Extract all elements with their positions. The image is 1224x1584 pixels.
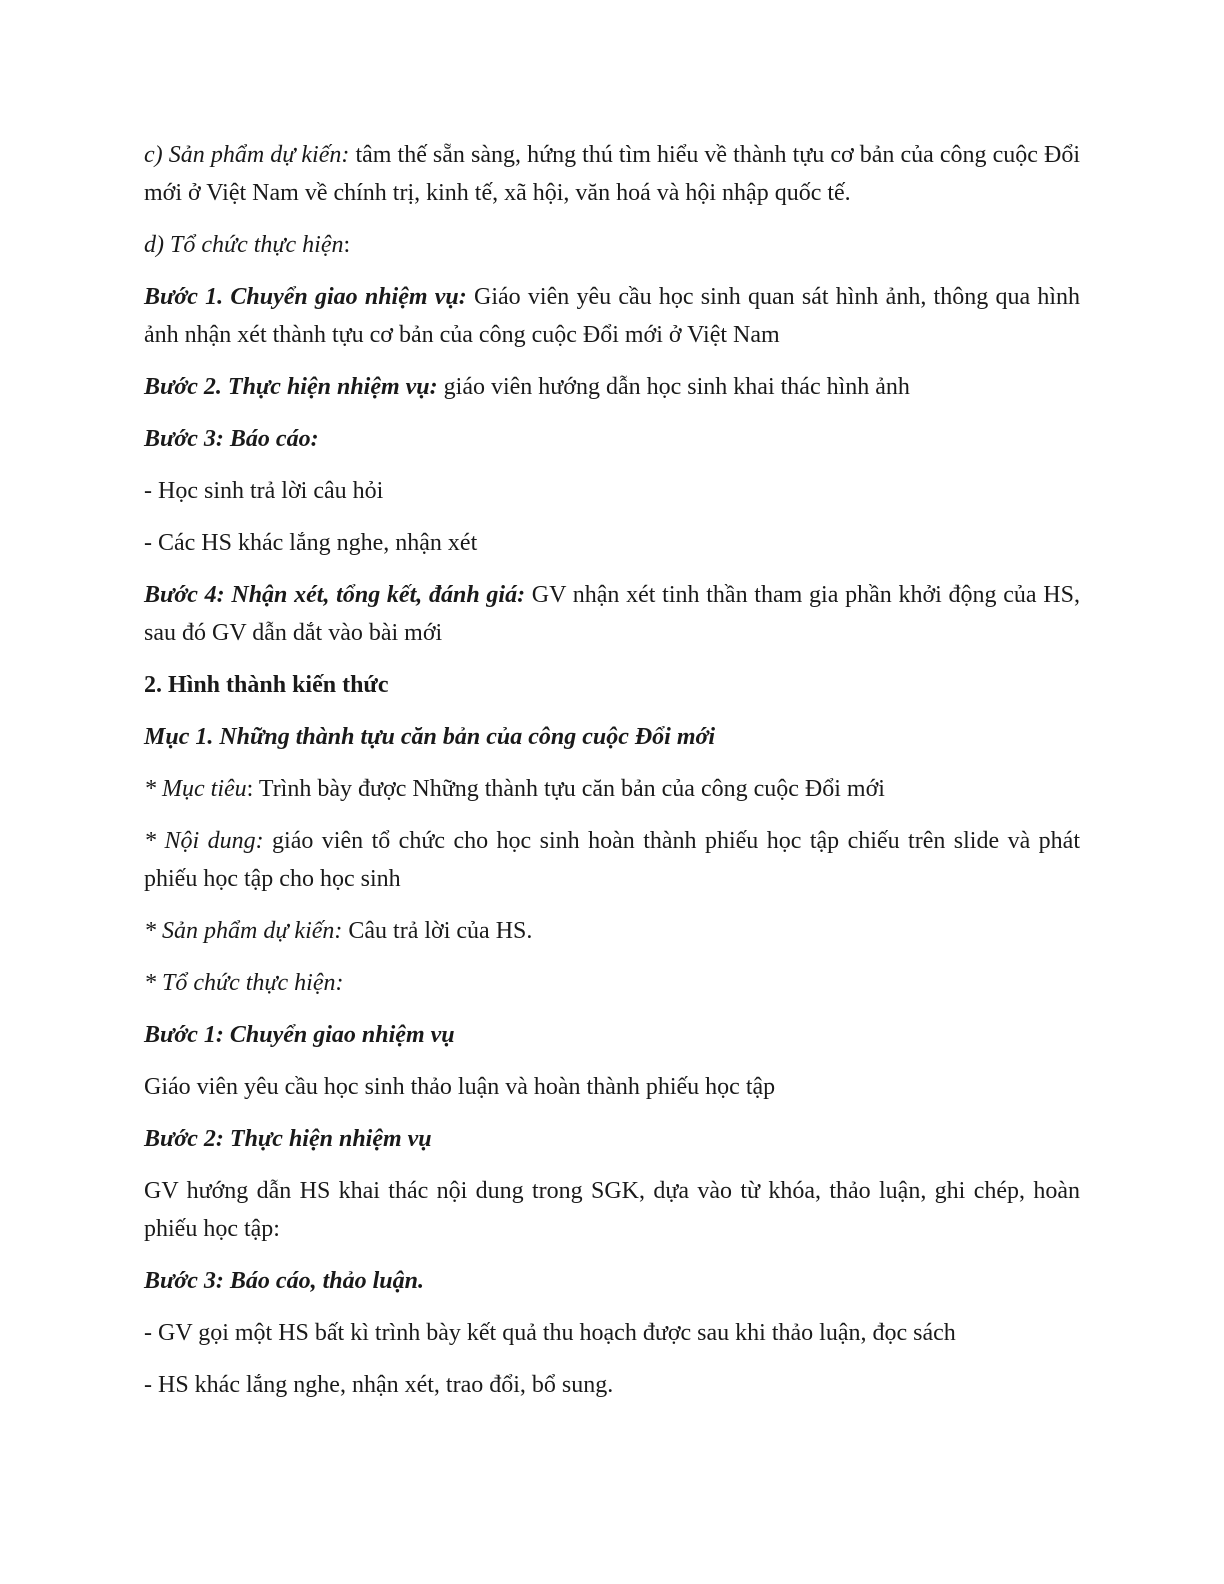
paragraph-lead: d) Tổ chức thực hiện xyxy=(144,232,344,258)
paragraph-lead: * Mục tiêu xyxy=(144,776,247,802)
paragraph-lead: Bước 3: Báo cáo: xyxy=(144,426,319,452)
paragraph-text: GV hướng dẫn HS khai thác nội dung trong SGK, dựa vào từ khóa, thảo luận, ghi chép, hoàn phiếu học tập: xyxy=(144,1178,1080,1242)
paragraph-lead: Bước 3: Báo cáo, thảo luận. xyxy=(144,1268,424,1294)
paragraph-text: : Trình bày được Những thành tựu căn bản của công cuộc Đổi mới xyxy=(246,776,885,802)
paragraph-step-3-heading xyxy=(144,1262,1080,1300)
paragraph-bullet xyxy=(144,1314,1080,1352)
paragraph-lead: * Tổ chức thực hiện: xyxy=(144,970,344,996)
paragraph-step-2-heading xyxy=(144,1120,1080,1158)
paragraph-text: : xyxy=(343,232,351,258)
paragraph-lead: Bước 2: Thực hiện nhiệm vụ xyxy=(144,1126,432,1152)
paragraph-text: giáo viên tổ chức cho học sinh hoàn thành phiếu học tập chiếu trên slide và phát phiếu học tập cho học sinh xyxy=(144,828,1080,892)
paragraph-implementation xyxy=(144,964,1080,1002)
paragraph-text: - Các HS khác lắng nghe, nhận xét xyxy=(144,530,478,556)
paragraph-content xyxy=(144,822,1080,898)
paragraph-text: Câu trả lời của HS. xyxy=(342,918,533,944)
paragraph-step-1 xyxy=(144,278,1080,354)
paragraph-step-3 xyxy=(144,420,1080,458)
paragraph-step-2 xyxy=(144,368,1080,406)
paragraph-lead: * Nội dung: xyxy=(144,828,264,854)
paragraph-text: giáo viên hướng dẫn học sinh khai thác hình ảnh xyxy=(437,374,910,400)
paragraph-text: - HS khác lắng nghe, nhận xét, trao đổi, bổ sung. xyxy=(144,1372,614,1398)
paragraph-objective xyxy=(144,770,1080,808)
paragraph-bullet xyxy=(144,1366,1080,1404)
subsection-heading xyxy=(144,718,1080,756)
paragraph-bullet xyxy=(144,524,1080,562)
paragraph-lead: Mục 1. Những thành tựu căn bản của công cuộc Đổi mới xyxy=(144,724,716,750)
paragraph-bullet xyxy=(144,472,1080,510)
document-body xyxy=(144,136,1080,1418)
paragraph-lead: Bước 1. Chuyển giao nhiệm vụ: xyxy=(144,284,467,310)
paragraph-step-1-body xyxy=(144,1068,1080,1106)
paragraph-text: GV nhận xét tinh thần tham gia phần khởi động của HS, sau đó GV dẫn dắt vào bài mới xyxy=(144,582,1080,646)
paragraph-text: - GV gọi một HS bất kì trình bày kết quả thu hoạch được sau khi thảo luận, đọc sách xyxy=(144,1320,956,1346)
paragraph-lead: Bước 1: Chuyển giao nhiệm vụ xyxy=(144,1022,455,1048)
paragraph-organization xyxy=(144,226,1080,264)
paragraph-text: tâm thế sẵn sàng, hứng thú tìm hiểu về thành tựu cơ bản của công cuộc Đổi mới ở Việt Nam về chính trị, kinh tế, xã hội, văn hoá và hội nhập quốc tế. xyxy=(144,142,1081,206)
paragraph-step-4 xyxy=(144,576,1080,652)
paragraph-step-1-heading xyxy=(144,1016,1080,1054)
paragraph-text: Giáo viên yêu cầu học sinh quan sát hình ảnh, thông qua hình ảnh nhận xét thành tựu cơ bản của công cuộc Đổi mới ở Việt Nam xyxy=(144,284,1080,348)
paragraph-lead: 2. Hình thành kiến thức xyxy=(144,672,389,698)
paragraph-product xyxy=(144,912,1080,950)
paragraph-text: - Học sinh trả lời câu hỏi xyxy=(144,478,384,504)
section-heading xyxy=(144,666,1080,704)
paragraph-lead: Bước 4: Nhận xét, tổng kết, đánh giá: xyxy=(144,582,526,608)
paragraph-product-expected xyxy=(144,136,1080,212)
paragraph-lead: * Sản phẩm dự kiến: xyxy=(144,918,343,944)
paragraph-lead: Bước 2. Thực hiện nhiệm vụ: xyxy=(144,374,438,400)
paragraph-step-2-body xyxy=(144,1172,1080,1248)
paragraph-lead: c) Sản phẩm dự kiến: xyxy=(144,142,350,168)
paragraph-text: Giáo viên yêu cầu học sinh thảo luận và hoàn thành phiếu học tập xyxy=(144,1074,776,1100)
